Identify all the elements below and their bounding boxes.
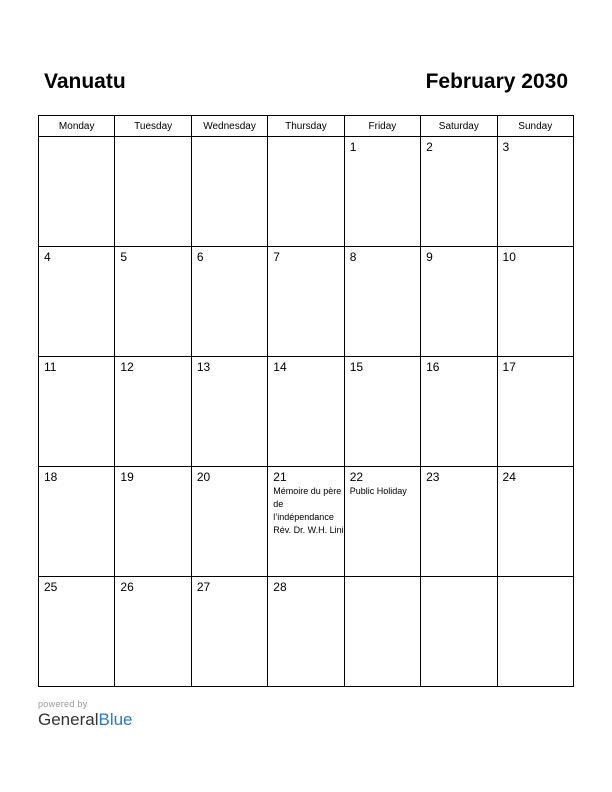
- week-row-4: [39, 467, 574, 577]
- day-cell: [344, 137, 420, 247]
- day-number: 25: [44, 580, 58, 594]
- month-title: February 2030: [425, 70, 568, 93]
- day-number: 21: [273, 470, 287, 484]
- day-number: 14: [273, 360, 287, 374]
- day-cell: [39, 467, 115, 577]
- day-number: 24: [502, 470, 516, 484]
- weekday-wednesday: Wednesday: [191, 116, 267, 137]
- day-number: 5: [120, 250, 128, 264]
- day-number: 7: [273, 250, 280, 264]
- day-cell: [268, 357, 344, 467]
- day-number: 2: [426, 140, 433, 154]
- day-number: 10: [502, 250, 516, 264]
- weekday-tuesday: Tuesday: [115, 116, 191, 137]
- day-cell: [191, 357, 267, 467]
- holiday-label: Mémoire du père de l’indépendance Rév. Dr. W.H. Lini: [273, 486, 344, 535]
- day-number: 20: [196, 470, 211, 484]
- day-cell: [497, 137, 573, 247]
- day-cell: [421, 137, 497, 247]
- day-cell: [115, 137, 191, 247]
- day-number: 12: [120, 360, 134, 374]
- day-number: 28: [273, 580, 287, 594]
- day-cell: [191, 247, 267, 357]
- day-cell: [191, 467, 267, 577]
- day-cell: [39, 357, 115, 467]
- weekday-thursday: Thursday: [268, 116, 344, 137]
- day-cell: [39, 247, 115, 357]
- day-cell: [344, 247, 420, 357]
- day-cell: [497, 467, 573, 577]
- day-number: 8: [349, 250, 357, 264]
- day-number: [192, 137, 267, 140]
- day-number: [498, 577, 573, 580]
- day-cell: [115, 247, 191, 357]
- day-cell: [39, 577, 115, 687]
- calendar-grid: [38, 115, 574, 687]
- week-row-2: [39, 247, 574, 357]
- day-cell: [421, 357, 497, 467]
- country-title: Vanuatu: [44, 70, 126, 93]
- day-number: 13: [196, 360, 211, 374]
- week-row-3: [39, 357, 574, 467]
- day-number: 18: [44, 470, 58, 484]
- day-number: [345, 577, 420, 580]
- day-number: 22: [349, 470, 364, 484]
- weekday-monday: Monday: [39, 116, 115, 137]
- day-cell: [268, 247, 344, 357]
- day-number: 1: [349, 140, 357, 154]
- day-cell: [421, 577, 497, 687]
- day-cell: [191, 577, 267, 687]
- powered-by-text: powered by: [38, 699, 88, 709]
- day-number: 17: [502, 360, 516, 374]
- holiday-label: Public Holiday: [349, 486, 407, 496]
- weekday-friday: Friday: [344, 116, 420, 137]
- day-cell: [191, 137, 267, 247]
- day-number: [115, 137, 190, 140]
- day-number: 9: [426, 250, 433, 264]
- day-number: 16: [426, 360, 440, 374]
- day-number: 4: [44, 250, 51, 264]
- day-number: 6: [196, 250, 204, 264]
- day-number: 15: [349, 360, 364, 374]
- day-cell: [115, 467, 191, 577]
- week-row-1: [39, 137, 574, 247]
- day-cell: [497, 247, 573, 357]
- brand-name-part1: General: [38, 710, 99, 729]
- day-number: [268, 137, 343, 140]
- day-cell: [268, 137, 344, 247]
- weekday-sunday: Sunday: [497, 116, 573, 137]
- week-row-5: [39, 577, 574, 687]
- brand-name-part2: Blue: [98, 710, 133, 729]
- weekday-saturday: Saturday: [421, 116, 497, 137]
- day-number: [421, 577, 496, 580]
- day-number: 3: [502, 140, 510, 154]
- brand-logo[interactable]: [38, 710, 133, 730]
- day-cell: [421, 247, 497, 357]
- day-cell: [115, 577, 191, 687]
- day-cell: [268, 577, 344, 687]
- day-cell-holiday: [344, 467, 420, 577]
- day-number: 27: [196, 580, 211, 594]
- day-cell: [344, 577, 420, 687]
- day-cell: [497, 357, 573, 467]
- day-number: 23: [426, 470, 440, 484]
- day-cell: [39, 137, 115, 247]
- day-cell: [115, 357, 191, 467]
- footer-branding: [38, 699, 133, 730]
- day-number: [39, 137, 114, 140]
- day-number: 19: [120, 470, 134, 484]
- day-cell: [344, 357, 420, 467]
- day-cell: [421, 467, 497, 577]
- day-number: 26: [120, 580, 134, 594]
- weekday-header-row: [39, 116, 574, 137]
- day-cell: [497, 577, 573, 687]
- day-cell-holiday: [268, 467, 344, 577]
- day-number: 11: [44, 360, 57, 374]
